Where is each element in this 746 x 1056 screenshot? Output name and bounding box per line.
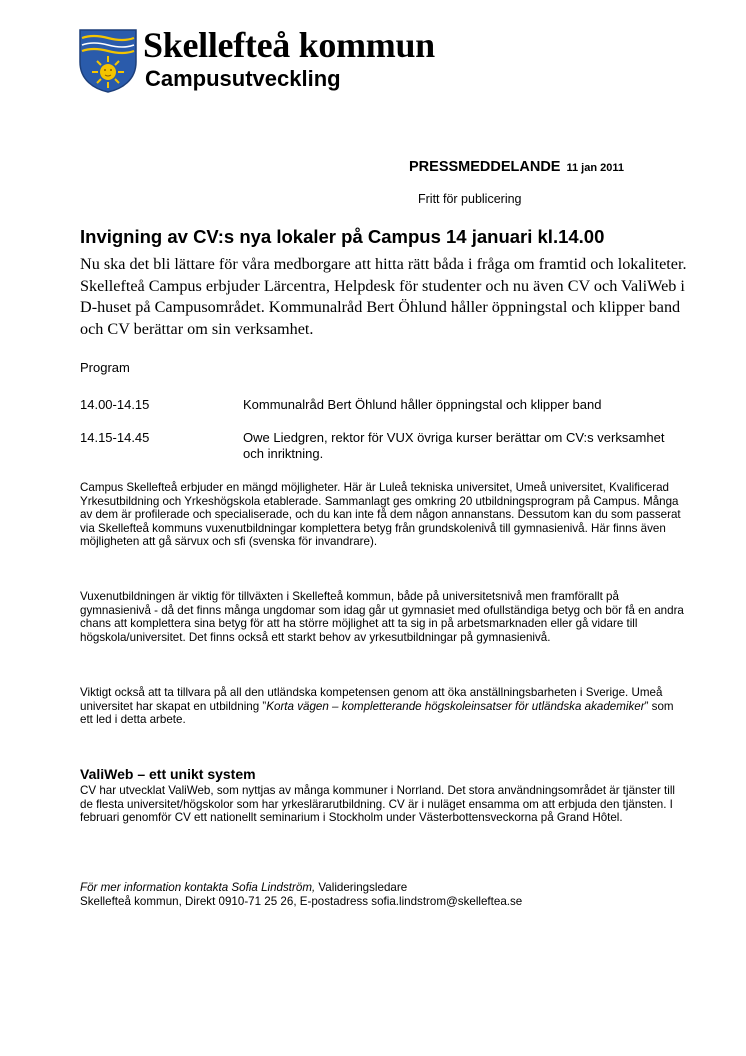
- org-name: Skellefteå kommun: [143, 25, 435, 65]
- para-text: Viktigt också att ta tillvara på all den utländska kompetensen genom att öka anställningsbarheten i Sverige. Umeå universitet har skapat en utbildning ”: [80, 686, 663, 713]
- headline: Invigning av CV:s nya lokaler på Campus 14 januari kl.14.00: [80, 226, 605, 247]
- body-paragraph: Campus Skellefteå erbjuder en mängd möjligheter. Här är Luleå tekniska universitet, Umeå universitet, Kvalificerad Yrkesutbildning och Yrkeshögskola etablerade. Sammanlagt ges omkring 20 utbildningsprogram på Campus. Många av dem är profilerade och specialiserade, och du kan inte få dem någon annanstans. Dessutom kan du som passerat via Skellefteå kommuns vuxenutbildningar komplettera betyg från grundskolenivå till gymnasienivå. Här finns även möjligheten att gå särvux och sfi (svenska för invandrare).: [80, 481, 681, 549]
- contact-role: Valideringsledare: [315, 881, 408, 894]
- program-row: [80, 430, 680, 464]
- body-paragraph: [80, 686, 685, 727]
- contact-line-1: [80, 881, 522, 895]
- section-heading: ValiWeb – ett unikt system: [80, 766, 256, 782]
- program-time: 14.00-14.15: [80, 397, 150, 412]
- contact-info: [80, 881, 522, 908]
- press-date: 11 jan 2011: [566, 162, 624, 174]
- coat-of-arms-icon: [78, 28, 138, 94]
- contact-line-2: Skellefteå kommun, Direkt 0910-71 25 26, E-postadress sofia.lindstrom@skelleftea.se: [80, 894, 523, 908]
- press-label-text: PRESSMEDDELANDE: [409, 159, 561, 175]
- program-label: Program: [80, 360, 130, 375]
- press-label: [409, 159, 624, 175]
- program-row: [80, 397, 680, 415]
- body-paragraph: CV har utvecklat ValiWeb, som nyttjas av många kommuner i Norrland. Det stora användningsområdet är tjänster till de flesta universitet/högskolor som har yrkeslärarutbildning. CV är i nuläget ensamma om att erbjuda den tjänsten. I februari genomför CV ett nationellt seminarium i Stockholm under Västerbottensveckorna på Grand Hôtel.: [80, 784, 675, 825]
- department-name: Campusutveckling: [145, 66, 341, 91]
- program-time: 14.15-14.45: [80, 430, 150, 445]
- contact-intro: För mer information kontakta Sofia Lindström,: [80, 881, 316, 894]
- release-note: Fritt för publicering: [418, 192, 522, 206]
- program-desc: Kommunalråd Bert Öhlund håller öppningstal och klipper band: [243, 397, 602, 412]
- course-title: Korta vägen – kompletterande högskoleinsatser för utländska akademiker: [266, 699, 645, 713]
- lead-paragraph: Nu ska det bli lättare för våra medborgare att hitta rätt båda i fråga om framtid och lokaliteter. Skellefteå Campus erbjuder Lärcentra, Helpdesk för studenter och nu även CV och ValiWeb i D-huset på Campusområdet. Kommunalråd Bert Öhlund håller öppningstal och klipper band och CV berättar om sin verksamhet.: [80, 255, 687, 338]
- body-paragraph: Vuxenutbildningen är viktig för tillväxten i Skellefteå kommun, både på universitetsnivå men framförallt på gymnasienivå - då det finns många ungdomar som idag går ut gymnasiet med ofullständiga betyg och bör få en andra chans att komplettera sina betyg för att ha större möjlighet att ta sig in på arbetsmarknaden eller gå vidare till högskola/universitet. Det finns också ett starkt behov av yrkesutbildningar på gymnasienivå.: [80, 590, 684, 644]
- para-text: ” som ett led i detta arbete.: [80, 699, 674, 727]
- program-desc: Owe Liedgren, rektor för VUX övriga kurser berättar om CV:s verksamhet och inriktning.: [243, 430, 665, 461]
